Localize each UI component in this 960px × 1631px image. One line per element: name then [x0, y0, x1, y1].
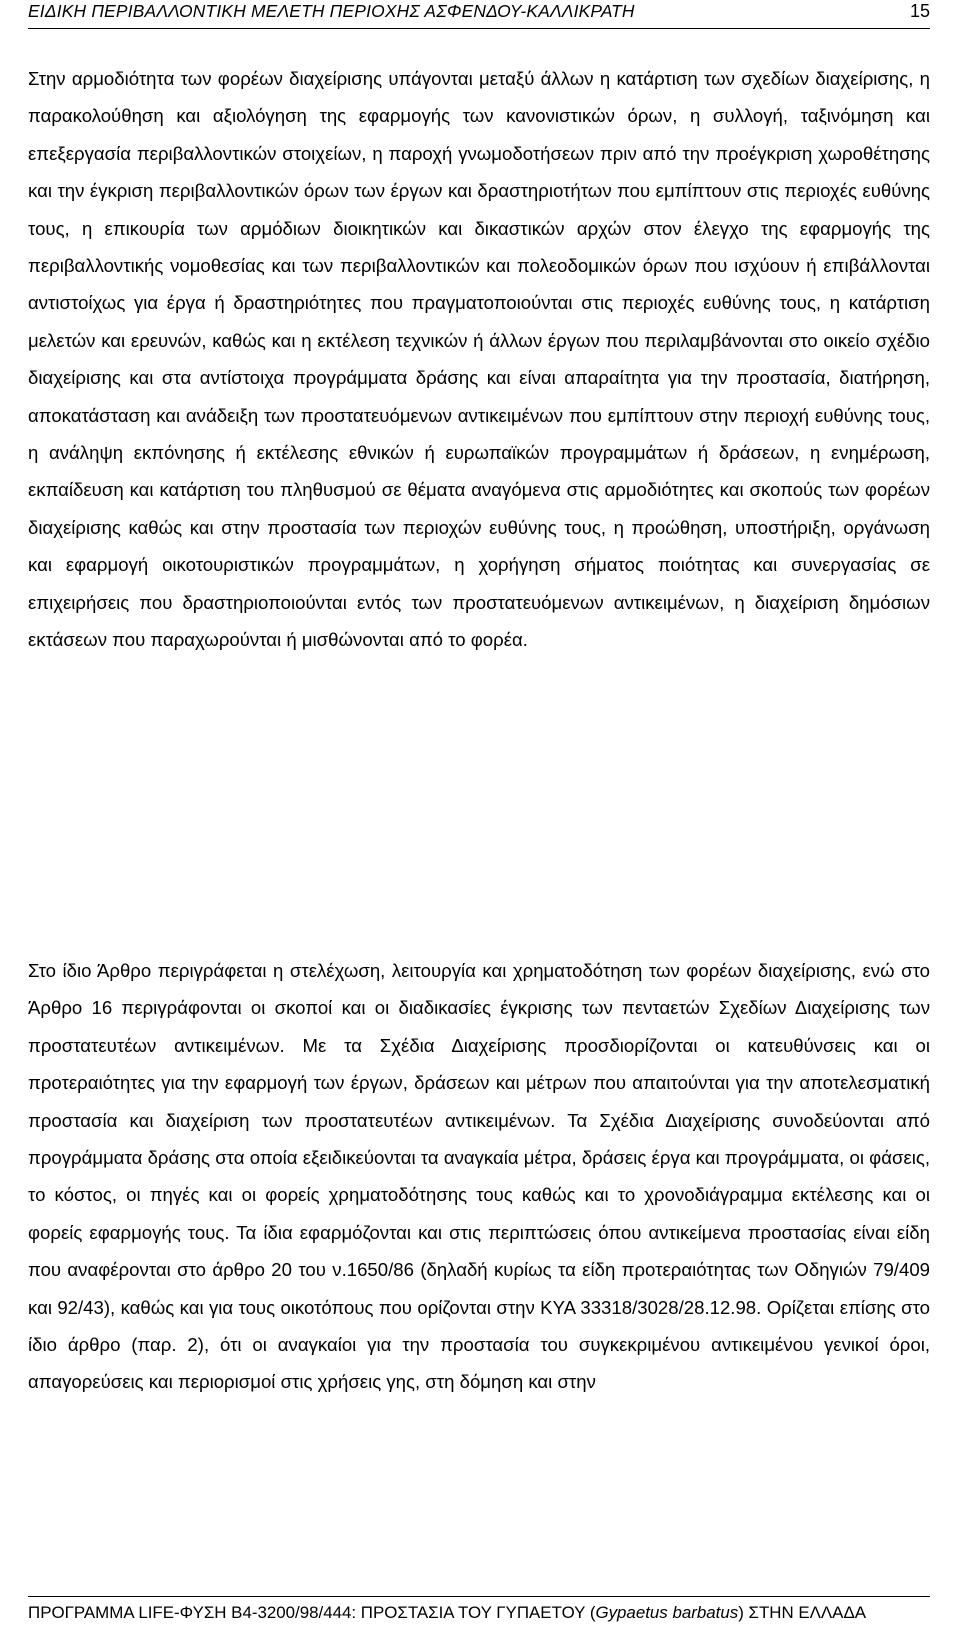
- body-paragraph-2: Στο ίδιο Άρθρο περιγράφεται η στελέχωση, λειτουργία και χρηματοδότηση των φορέων διαχείρισης, ενώ στο Άρθρο 16 περιγράφονται οι σκοποί και οι διαδικασίες έγκρισης των πενταετών Σχεδίων Διαχείρισης των προστατευτέων αντικειμένων. Με τα Σχέδια Διαχείρισης προσδιορίζονται οι κατευθύνσεις και οι προτεραιότητες για την εφαρμογή των έργων, δράσεων και μέτρων που απαιτούνται για την αποτελεσματική προστασία και διαχείριση των προστατευτέων αντικειμένων. Τα Σχέδια Διαχείρισης συνοδεύονται από προγράμματα δράσης στα οποία εξειδικεύονται τα αναγκαία μέτρα, δράσεις έργα και προγράμματα, οι φάσεις, το κόστος, οι πηγές και οι φορείς χρηματοδότησης τους καθώς και το χρονοδιάγραμμα εκτέλεσης και οι φορείς εφαρμογής τους. Τα ίδια εφαρμόζονται και στις περιπτώσεις όπου αντικείμενα προστασίας είναι είδη που αναφέρονται στο άρθρο 20 του ν.1650/86 (δηλαδή κυρίως τα είδη προτεραιότητας των Οδηγιών 79/409 και 92/43), καθώς και για τους οικοτόπους που ορίζονται στην ΚΥΑ 33318/3028/28.12.98. Ορίζεται επίσης στο ίδιο άρθρο (παρ. 2), ότι οι αναγκαίοι για την προστασία του συγκεκριμένου αντικειμένου γενικοί όροι, απαγορεύσεις και περιορισμοί στις χρήσεις γης, στη δόμηση και στην: [28, 960, 930, 1393]
- body-paragraph-1: Στην αρμοδιότητα των φορέων διαχείρισης υπάγονται μεταξύ άλλων η κατάρτιση των σχεδίων διαχείρισης, η παρακολούθηση και αξιολόγηση της εφαρμογής των κανονιστικών όρων, η συλλογή, ταξινόμηση και επεξεργασία περιβαλλοντικών στοιχείων, η παροχή γνωμοδοτήσεων πριν από την προέγκριση χωροθέτησης και την έγκριση περιβαλλοντικών όρων των έργων και δραστηριοτήτων που εμπίπτουν στις περιοχές ευθύνης τους, η επικουρία των αρμόδιων διοικητικών και δικαστικών αρχών στον έλεγχο της εφαρμογής της περιβαλλοντικής νομοθεσίας και των περιβαλλοντικών και πολεοδομικών όρων που ισχύουν ή επιβάλλονται αντιστοίχως για έργα ή δραστηριότητες που πραγματοποιούνται στις περιοχές ευθύνης τους, η κατάρτιση μελετών και ερευνών, καθώς και η εκτέλεση τεχνικών ή άλλων έργων που περιλαμβάνονται στο οικείο σχέδιο διαχείρισης και στα αντίστοιχα προγράμματα δράσης και είναι απαραίτητα για την προστασία, διατήρηση, αποκατάσταση και ανάδειξη των προστατευόμενων αντικειμένων που εμπίπτουν στην περιοχή ευθύνης τους, η ανάληψη εκπόνησης ή εκτέλεσης εθνικών ή ευρωπαϊκών προγραμμάτων ή δράσεων, η ενημέρωση, εκπαίδευση και κατάρτιση του πληθυσμού σε θέματα αναγόμενα στις αρμοδιότητες και σκοπούς των φορέων διαχείρισης καθώς και στην προστασία των περιοχών ευθύνης τους, η προώθηση, υποστήριξη, οργάνωση και εφαρμογή οικοτουριστικών προγραμμάτων, η χορήγηση σήματος ποιότητας και συνεργασίας σε επιχειρήσεις που δραστηριοποιούνται εντός των προστατευόμενων αντικειμένων, η διαχείριση δημόσιων εκτάσεων που παραχωρούνται ή μισθώνονται από το φορέα.: [28, 68, 930, 651]
- footer-text-start: ΠΡΟΓΡΑΜΜΑ LIFE-ΦΥΣΗ Β4-3200/98/444: ΠΡΟΣΤΑΣΙΑ ΤΟΥ ΓΥΠΑΕΤΟΥ (: [28, 1603, 596, 1622]
- footer-species-name: Gypaetus barbatus: [595, 1603, 739, 1622]
- running-header: [28, 0, 930, 29]
- page-number: 15: [909, 1, 930, 21]
- footer-text-end: ) ΣΤΗΝ ΕΛΛΑΔΑ: [738, 1603, 866, 1622]
- header-title: ΕΙΔΙΚΗ ΠΕΡΙΒΑΛΛΟΝΤΙΚΗ ΜΕΛΕΤΗ ΠΕΡΙΟΧΗΣ ΑΣΦΕΝΔΟΥ-ΚΑΛΛΙΚΡΑΤΗ: [28, 1, 635, 21]
- running-footer: [28, 1596, 930, 1623]
